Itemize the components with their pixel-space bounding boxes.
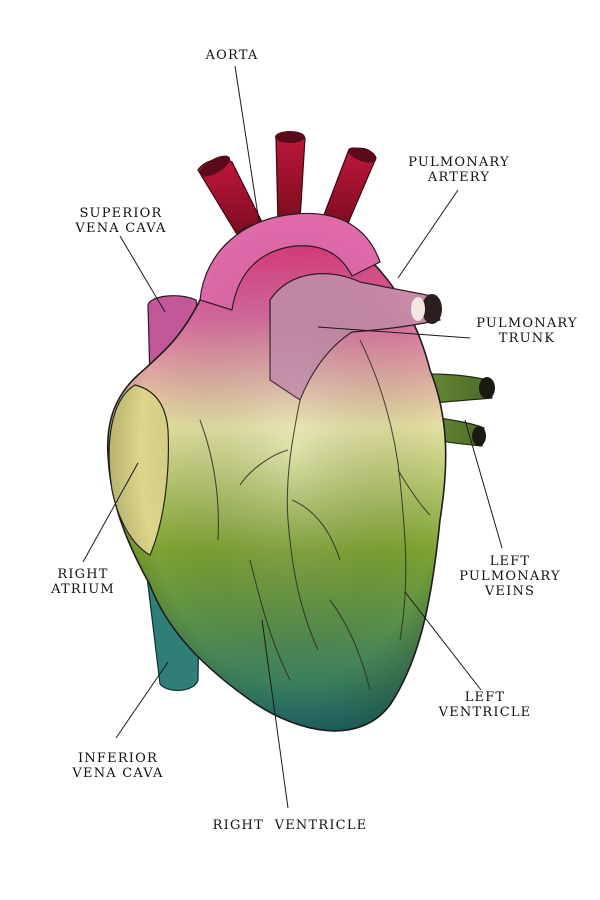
label-right-atrium: RIGHT ATRIUM — [51, 567, 115, 597]
label-left-pulmonary-veins: LEFT PULMONARY VEINS — [459, 554, 561, 599]
label-superior-vena-cava: SUPERIOR VENA CAVA — [75, 206, 167, 236]
pulmonary-artery-highlight — [411, 297, 425, 321]
label-inferior-vena-cava: INFERIOR VENA CAVA — [72, 751, 164, 781]
label-left-ventricle: LEFT VENTRICLE — [438, 690, 532, 720]
leader-superior-vena-cava — [120, 236, 165, 312]
left-carotid-artery — [276, 132, 305, 222]
label-pulmonary-artery: PULMONARY ARTERY — [408, 155, 510, 185]
leader-inferior-vena-cava — [116, 662, 168, 738]
label-aorta: AORTA — [205, 48, 259, 63]
label-pulmonary-trunk: PULMONARY TRUNK — [476, 316, 578, 346]
label-right-ventricle: RIGHT VENTRICLE — [212, 818, 368, 833]
leader-pulmonary-artery — [398, 190, 458, 278]
carotid-opening — [275, 131, 305, 143]
